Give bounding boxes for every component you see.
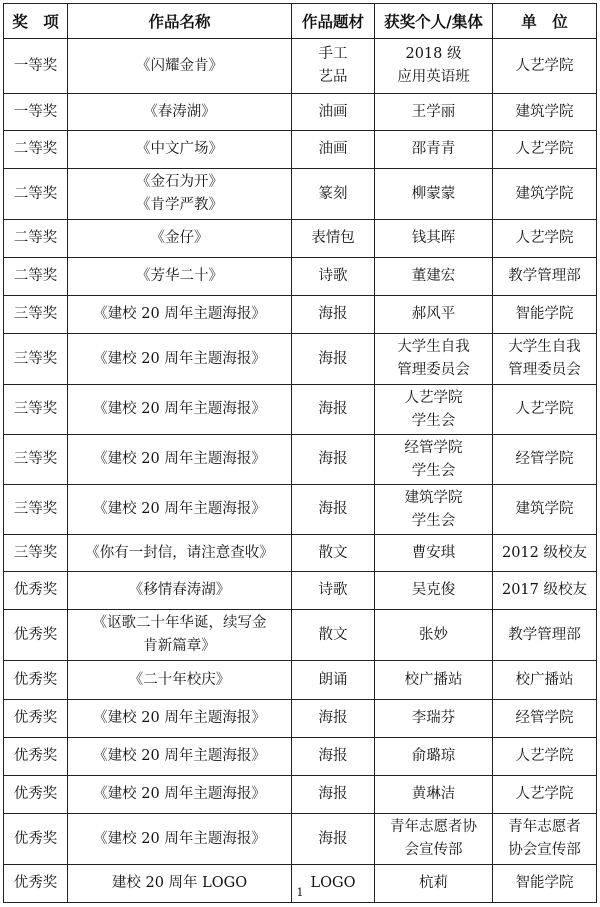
award-level-cell: 二等奖 [4,131,68,169]
winner-cell: 青年志愿者协 会宣传部 [375,814,493,865]
work-title-cell: 《你有一封信，请注意查收》 [68,535,292,572]
winner-cell: 钱其晖 [375,220,493,258]
work-title-cell: 《建校 20 周年主题海报》 [68,334,292,385]
table-row [4,39,597,94]
work-title-cell: 《建校 20 周年主题海报》 [68,385,292,435]
award-level-cell: 优秀奖 [4,738,68,776]
table-row [4,485,597,535]
work-title-cell: 建校 20 周年 LOGO [68,865,292,903]
winner-cell: 2018 级 应用英语班 [375,39,493,94]
table-row [4,700,597,738]
work-category-cell: 海报 [292,435,375,485]
work-category-cell: LOGO [292,865,375,903]
winner-cell: 董建宏 [375,258,493,296]
work-title-cell: 《建校 20 周年主题海报》 [68,296,292,334]
unit-cell: 建筑学院 [493,169,597,220]
table-row [4,385,597,435]
award-level-cell: 一等奖 [4,94,68,131]
award-level-cell: 优秀奖 [4,814,68,865]
table-row [4,776,597,814]
table-row [4,169,597,220]
winner-cell: 黄琳洁 [375,776,493,814]
table-row [4,738,597,776]
award-level-cell: 二等奖 [4,258,68,296]
unit-cell: 经管学院 [493,435,597,485]
header-winner: 获奖个人/集体 [375,4,493,39]
work-title-cell: 《金仔》 [68,220,292,258]
work-category-cell: 海报 [292,334,375,385]
header-unit: 单 位 [493,4,597,39]
award-level-cell: 三等奖 [4,485,68,535]
winner-cell: 建筑学院 学生会 [375,485,493,535]
winner-cell: 校广播站 [375,661,493,700]
unit-cell: 大学生自我 管理委员会 [493,334,597,385]
table-row [4,535,597,572]
award-level-cell: 优秀奖 [4,610,68,661]
work-category-cell: 表情包 [292,220,375,258]
work-category-cell: 海报 [292,700,375,738]
winner-cell: 俞璐琼 [375,738,493,776]
table-row [4,131,597,169]
winner-cell: 李瑞芬 [375,700,493,738]
work-title-cell: 《建校 20 周年主题海报》 [68,776,292,814]
table-row [4,220,597,258]
header-row [4,4,597,39]
winner-cell: 邵青青 [375,131,493,169]
table-row [4,334,597,385]
work-category-cell: 海报 [292,776,375,814]
work-title-cell: 《建校 20 周年主题海报》 [68,814,292,865]
award-level-cell: 优秀奖 [4,865,68,903]
winner-cell: 曹安琪 [375,535,493,572]
work-category-cell: 手工 艺品 [292,39,375,94]
unit-cell: 校广播站 [493,661,597,700]
award-rows [4,39,597,903]
award-level-cell: 二等奖 [4,169,68,220]
unit-cell: 2012 级校友 [493,535,597,572]
winner-cell: 大学生自我 管理委员会 [375,334,493,385]
winner-cell: 人艺学院 学生会 [375,385,493,435]
award-level-cell: 三等奖 [4,385,68,435]
award-level-cell: 三等奖 [4,435,68,485]
table-row [4,435,597,485]
work-title-cell: 《春涛湖》 [68,94,292,131]
winner-cell: 吴克俊 [375,572,493,610]
unit-cell: 人艺学院 [493,776,597,814]
award-level-cell: 优秀奖 [4,572,68,610]
table-row [4,258,597,296]
winner-cell: 张妙 [375,610,493,661]
winner-cell: 郝风平 [375,296,493,334]
awards-table [3,3,597,903]
work-category-cell: 海报 [292,385,375,435]
award-level-cell: 三等奖 [4,535,68,572]
unit-cell: 教学管理部 [493,610,597,661]
work-category-cell: 诗歌 [292,572,375,610]
unit-cell: 经管学院 [493,700,597,738]
work-title-cell: 《建校 20 周年主题海报》 [68,700,292,738]
work-title-cell: 《金石为开》 《肯学严教》 [68,169,292,220]
work-title-cell: 《闪耀金肯》 [68,39,292,94]
header-work-title: 作品名称 [68,4,292,39]
unit-cell: 人艺学院 [493,131,597,169]
award-level-cell: 一等奖 [4,39,68,94]
table-row [4,94,597,131]
award-level-cell: 优秀奖 [4,776,68,814]
unit-cell: 人艺学院 [493,738,597,776]
table-row [4,661,597,700]
work-title-cell: 《建校 20 周年主题海报》 [68,485,292,535]
unit-cell: 青年志愿者 协会宣传部 [493,814,597,865]
work-category-cell: 散文 [292,610,375,661]
work-category-cell: 海报 [292,296,375,334]
page-number: 1 [296,886,304,899]
unit-cell: 智能学院 [493,865,597,903]
work-title-cell: 《中文广场》 [68,131,292,169]
award-level-cell: 三等奖 [4,296,68,334]
work-category-cell: 朗诵 [292,661,375,700]
winner-cell: 王学丽 [375,94,493,131]
award-level-cell: 优秀奖 [4,700,68,738]
work-category-cell: 诗歌 [292,258,375,296]
award-level-cell: 二等奖 [4,220,68,258]
table-row [4,296,597,334]
work-title-cell: 《芳华二十》 [68,258,292,296]
work-category-cell: 篆刻 [292,169,375,220]
table-row [4,572,597,610]
work-title-cell: 《建校 20 周年主题海报》 [68,435,292,485]
header-award-level: 奖 项 [4,4,68,39]
unit-cell: 2017 级校友 [493,572,597,610]
unit-cell: 人艺学院 [493,385,597,435]
table-row [4,610,597,661]
unit-cell: 建筑学院 [493,94,597,131]
work-title-cell: 《讴歌二十年华诞，续写金 肯新篇章》 [68,610,292,661]
table-row [4,814,597,865]
winner-cell: 杭莉 [375,865,493,903]
work-title-cell: 《建校 20 周年主题海报》 [68,738,292,776]
work-title-cell: 《移情春涛湖》 [68,572,292,610]
unit-cell: 教学管理部 [493,258,597,296]
work-category-cell: 油画 [292,131,375,169]
unit-cell: 人艺学院 [493,39,597,94]
unit-cell: 建筑学院 [493,485,597,535]
header-work-category: 作品题材 [292,4,375,39]
unit-cell: 智能学院 [493,296,597,334]
award-level-cell: 三等奖 [4,334,68,385]
work-title-cell: 《二十年校庆》 [68,661,292,700]
work-category-cell: 海报 [292,738,375,776]
work-category-cell: 油画 [292,94,375,131]
winner-cell: 经管学院 学生会 [375,435,493,485]
award-level-cell: 优秀奖 [4,661,68,700]
work-category-cell: 海报 [292,485,375,535]
winner-cell: 柳蒙蒙 [375,169,493,220]
work-category-cell: 海报 [292,814,375,865]
work-category-cell: 散文 [292,535,375,572]
unit-cell: 人艺学院 [493,220,597,258]
